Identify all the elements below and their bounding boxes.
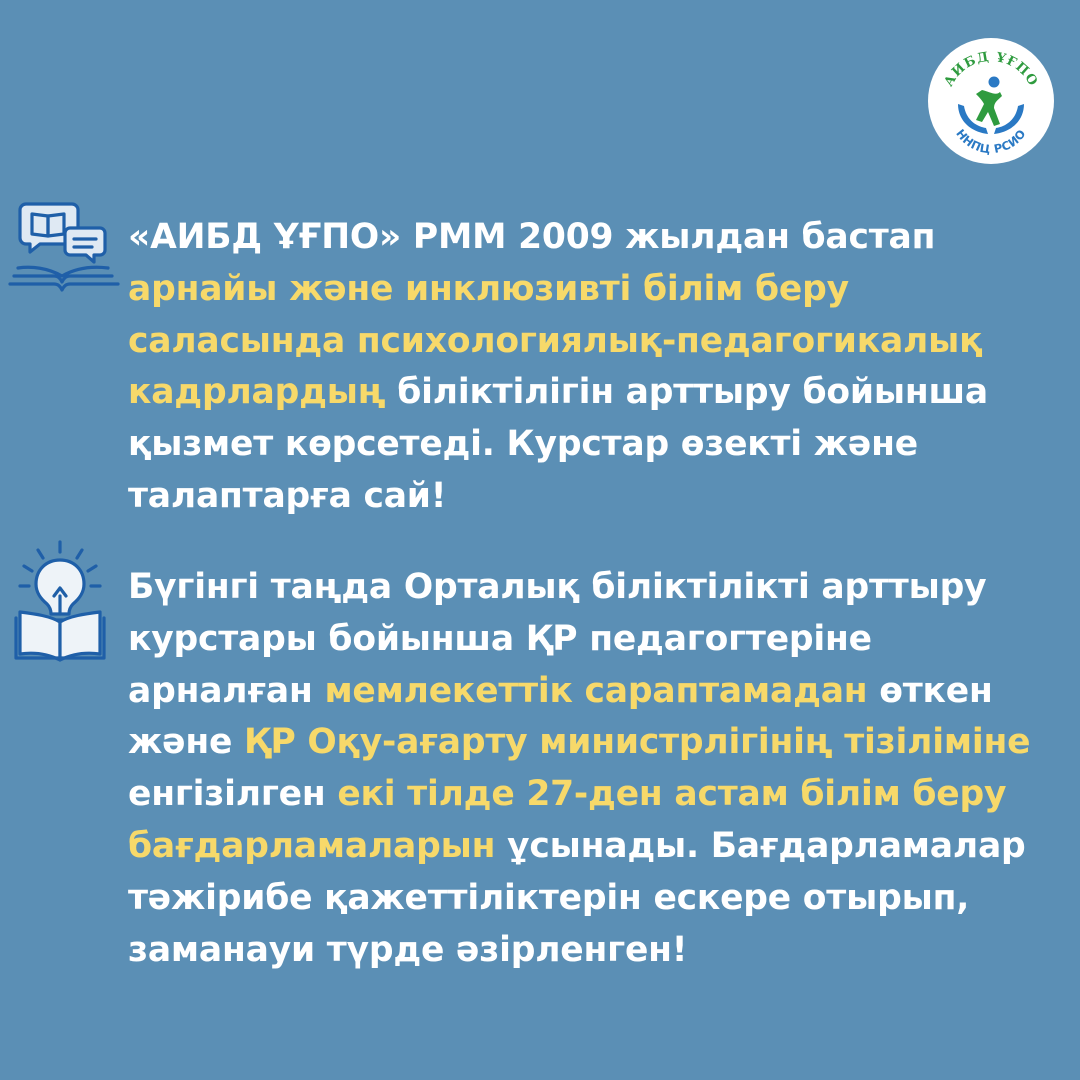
courses-line-5-highlight: екі тілде 27-ден астам білім беру	[337, 774, 1007, 815]
logo-bottom-text: ННПЦ РСИО	[953, 126, 1029, 157]
intro-line-3: саласында психологиялық-педагогикалық	[128, 320, 983, 361]
logo-top-text: АИБД ҰҒПО	[941, 49, 1041, 90]
courses-line-4-text: және	[128, 722, 244, 763]
intro-line-4	[128, 367, 1058, 419]
organization-logo	[928, 38, 1054, 164]
courses-line-4-highlight: ҚР Оқу-ағарту министрлігінің тізіліміне	[243, 722, 1031, 763]
courses-line-3-text-b: өткен	[867, 670, 993, 711]
intro-line-5: қызмет көрсетеді. Курстар өзекті және	[128, 424, 918, 465]
intro-line-4-highlight: кадрлардың	[128, 372, 386, 413]
courses-line-6-text: ұсынады. Бағдарламалар	[495, 825, 1026, 866]
intro-paragraph	[128, 212, 1058, 523]
courses-line-4	[128, 717, 1058, 769]
intro-line-4-text: біліктілігін арттыру бойынша	[385, 372, 988, 413]
courses-line-5-text: енгізілген	[128, 774, 338, 815]
courses-line-6	[128, 821, 1058, 873]
courses-line-5	[128, 769, 1058, 821]
courses-line-3-text-a: арналған	[128, 670, 325, 711]
figure-head-icon	[989, 77, 1000, 88]
logo-emblem	[928, 38, 1054, 164]
intro-line-1: «АИБД ҰҒПО» РММ 2009 жылдан бастап	[128, 217, 936, 257]
courses-line-2: курстары бойынша ҚР педагогтеріне	[128, 618, 872, 659]
courses-line-3-highlight: мемлекеттік сараптамадан	[324, 670, 868, 711]
courses-line-7: тәжірибе қажеттіліктерін ескере отырып,	[128, 877, 970, 918]
courses-line-3	[128, 666, 1058, 718]
courses-paragraph	[128, 562, 1058, 976]
lightbulb-book-icon	[14, 540, 106, 662]
book-chat-icon	[8, 198, 124, 300]
courses-line-6-highlight: бағдарламаларын	[128, 825, 496, 866]
svg-text:ННПЦ РСИО	[953, 126, 1029, 156]
intro-line-2: арнайы және инклюзивті білім беру	[128, 268, 849, 309]
figure-body-icon	[976, 90, 1002, 126]
intro-line-6: талаптарға сай!	[128, 475, 447, 516]
courses-line-8: заманауи түрде әзірленген!	[128, 929, 688, 970]
courses-line-1: Бүгінгі таңда Орталық біліктілікті арттыру	[128, 567, 987, 607]
